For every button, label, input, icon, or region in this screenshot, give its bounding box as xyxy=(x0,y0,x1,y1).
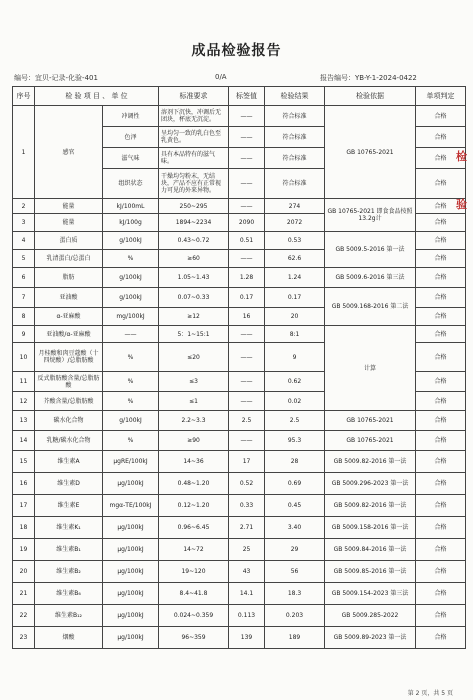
row-result: 1.24 xyxy=(265,268,325,288)
row-unit: % xyxy=(103,392,159,411)
row-result: 0.203 xyxy=(265,605,325,627)
row-result: 2072 xyxy=(265,214,325,232)
row-judgement: 合格 xyxy=(416,411,466,431)
row-requirement: 0.12~1.20 xyxy=(159,495,229,517)
table-row xyxy=(13,627,466,649)
row-item: 脂肪 xyxy=(35,268,103,288)
col-no: 序号 xyxy=(13,87,35,106)
row-sub-item: 组织状态 xyxy=(103,169,159,199)
row-item: 芥酸含量/总脂肪酸 xyxy=(35,392,103,411)
row-label: —— xyxy=(229,127,265,148)
table-row xyxy=(13,288,466,308)
row-result: 2.5 xyxy=(265,411,325,431)
row-label: 43 xyxy=(229,561,265,583)
table-row xyxy=(13,431,466,451)
row-no: 20 xyxy=(13,561,35,583)
row-unit: μg/100kJ xyxy=(103,539,159,561)
row-judgement: 合格 xyxy=(416,605,466,627)
page-footer: 第 2 页，共 5 页 xyxy=(407,690,453,697)
row-result: 0.53 xyxy=(265,232,325,250)
row-no: 9 xyxy=(13,326,35,343)
row-judgement: 合格 xyxy=(416,214,466,232)
row-basis: GB 5009.82-2016 第一法 xyxy=(325,451,416,473)
row-item: 亚油酸/α-亚麻酸 xyxy=(35,326,103,343)
col-judgement: 单项判定 xyxy=(416,87,466,106)
row-item: 维生素B₁ xyxy=(35,539,103,561)
row-label: 0.33 xyxy=(229,495,265,517)
row-requirement: 14~36 xyxy=(159,451,229,473)
row-unit: g/100kJ xyxy=(103,288,159,308)
row-no: 6 xyxy=(13,268,35,288)
row-label: 139 xyxy=(229,627,265,649)
row-item: 碳水化合物 xyxy=(35,411,103,431)
row-unit: % xyxy=(103,250,159,268)
row-judgement: 合格 xyxy=(416,372,466,392)
row-no: 16 xyxy=(13,473,35,495)
row-basis: 计算 xyxy=(325,326,416,411)
row-result: 274 xyxy=(265,199,325,214)
row-no: 21 xyxy=(13,583,35,605)
row-result: 28 xyxy=(265,451,325,473)
row-judgement: 合格 xyxy=(416,199,466,214)
table-row xyxy=(13,326,466,343)
row-result: 18.3 xyxy=(265,583,325,605)
row-requirement: 1.05~1.43 xyxy=(159,268,229,288)
row-no: 15 xyxy=(13,451,35,473)
row-result: 符合标准 xyxy=(265,169,325,199)
row-unit: μg/100kJ xyxy=(103,561,159,583)
table-row xyxy=(13,539,466,561)
table-row xyxy=(13,232,466,250)
row-item: 维生素B₆ xyxy=(35,583,103,605)
row-basis: GB 5009.285-2022 xyxy=(325,605,416,627)
row-result: 0.02 xyxy=(265,392,325,411)
row-result: 符合标准 xyxy=(265,127,325,148)
row-requirement: ≤20 xyxy=(159,343,229,372)
row-item: 月桂酸和肉豆蔻酸（十四烷酸）/总脂肪酸 xyxy=(35,343,103,372)
row-item: 维生素A xyxy=(35,451,103,473)
row-label: 25 xyxy=(229,539,265,561)
row-no: 4 xyxy=(13,232,35,250)
row-unit: μg/100kJ xyxy=(103,517,159,539)
row-label: —— xyxy=(229,199,265,214)
col-requirement: 标准要求 xyxy=(159,87,229,106)
row-label: 14.1 xyxy=(229,583,265,605)
row-requirement: ≤1 xyxy=(159,392,229,411)
row-requirement: 呈均匀一致的乳白色至乳黄色。 xyxy=(159,127,229,148)
row-unit: mg/100kJ xyxy=(103,308,159,326)
row-no: 11 xyxy=(13,372,35,392)
row-item: 维生素B₂ xyxy=(35,561,103,583)
row-requirement: 0.43~0.72 xyxy=(159,232,229,250)
row-basis: GB 5009.5-2016 第一法 xyxy=(325,232,416,268)
row-item: 感官 xyxy=(35,106,103,199)
row-item: 能量 xyxy=(35,214,103,232)
row-unit: g/100kJ xyxy=(103,268,159,288)
row-result: 0.17 xyxy=(265,288,325,308)
row-judgement: 合格 xyxy=(416,148,466,169)
row-judgement: 合格 xyxy=(416,127,466,148)
table-row xyxy=(13,451,466,473)
row-item: α-亚麻酸 xyxy=(35,308,103,326)
row-item: 烟酸 xyxy=(35,627,103,649)
row-unit: g/100kJ xyxy=(103,232,159,250)
row-label: 1.28 xyxy=(229,268,265,288)
table-row xyxy=(13,199,466,214)
row-requirement: 0.024~0.359 xyxy=(159,605,229,627)
row-label: —— xyxy=(229,169,265,199)
row-item: 能量 xyxy=(35,199,103,214)
row-result: 20 xyxy=(265,308,325,326)
row-judgement: 合格 xyxy=(416,517,466,539)
row-label: 0.17 xyxy=(229,288,265,308)
row-judgement: 合格 xyxy=(416,431,466,451)
row-unit: μg/100kJ xyxy=(103,605,159,627)
row-item: 乳清蛋白/总蛋白 xyxy=(35,250,103,268)
row-label: —— xyxy=(229,148,265,169)
table-row xyxy=(13,583,466,605)
row-no: 8 xyxy=(13,308,35,326)
row-label: 0.113 xyxy=(229,605,265,627)
row-judgement: 合格 xyxy=(416,473,466,495)
row-item: 维生素B₁₂ xyxy=(35,605,103,627)
table-row xyxy=(13,411,466,431)
row-judgement: 合格 xyxy=(416,106,466,127)
row-item: 蛋白质 xyxy=(35,232,103,250)
row-judgement: 合格 xyxy=(416,495,466,517)
row-requirement: 250~295 xyxy=(159,199,229,214)
row-label: —— xyxy=(229,392,265,411)
row-unit: % xyxy=(103,343,159,372)
row-requirement: 具有本品特有的滋气味。 xyxy=(159,148,229,169)
row-basis: GB 5009.296-2023 第一法 xyxy=(325,473,416,495)
row-result: 0.45 xyxy=(265,495,325,517)
row-item: 维生素E xyxy=(35,495,103,517)
row-no: 22 xyxy=(13,605,35,627)
row-requirement: 0.48~1.20 xyxy=(159,473,229,495)
row-requirement: 5：1~15:1 xyxy=(159,326,229,343)
row-judgement: 合格 xyxy=(416,232,466,250)
col-label: 标签值 xyxy=(229,87,265,106)
row-unit: μgRE/100kJ xyxy=(103,451,159,473)
row-judgement: 合格 xyxy=(416,169,466,199)
row-basis: GB 10765-2021 xyxy=(325,106,416,199)
col-result: 检验结果 xyxy=(265,87,325,106)
row-item: 反式脂肪酸含量/总脂肪酸 xyxy=(35,372,103,392)
version: 0/A xyxy=(215,73,227,81)
report-number: 报告编号：YB-Y-1-2024-0422 xyxy=(320,74,417,82)
row-result: 0.62 xyxy=(265,372,325,392)
row-label: —— xyxy=(229,250,265,268)
row-no: 2 xyxy=(13,199,35,214)
row-label: —— xyxy=(229,326,265,343)
table-row xyxy=(13,605,466,627)
row-no: 12 xyxy=(13,392,35,411)
row-result: 62.6 xyxy=(265,250,325,268)
row-unit: μg/100kJ xyxy=(103,627,159,649)
row-requirement: 8.4~41.8 xyxy=(159,583,229,605)
row-judgement: 合格 xyxy=(416,451,466,473)
row-basis: GB 5009.89-2023 第一法 xyxy=(325,627,416,649)
row-unit: μg/100kJ xyxy=(103,473,159,495)
row-label: 0.51 xyxy=(229,232,265,250)
row-sub-item: 滋气味 xyxy=(103,148,159,169)
row-result: 0.69 xyxy=(265,473,325,495)
row-label: 0.52 xyxy=(229,473,265,495)
row-requirement: 14~72 xyxy=(159,539,229,561)
row-label: 2.5 xyxy=(229,411,265,431)
row-label: —— xyxy=(229,372,265,392)
col-item: 检 验 项 目 、 单 位 xyxy=(35,87,159,106)
row-no: 1 xyxy=(13,106,35,199)
row-judgement: 合格 xyxy=(416,308,466,326)
row-no: 19 xyxy=(13,539,35,561)
row-item: 乳糖/碳水化合物 xyxy=(35,431,103,451)
row-requirement: ≥90 xyxy=(159,431,229,451)
row-requirement: 溶剂下沉快，冲调后无团块，杯底无沉淀。 xyxy=(159,106,229,127)
row-label: 16 xyxy=(229,308,265,326)
row-unit: % xyxy=(103,372,159,392)
red-stamp-mark: 验 xyxy=(456,198,467,211)
row-judgement: 合格 xyxy=(416,288,466,308)
row-label: 17 xyxy=(229,451,265,473)
row-no: 17 xyxy=(13,495,35,517)
table-header xyxy=(13,87,466,106)
row-requirement: 96~359 xyxy=(159,627,229,649)
row-result: 189 xyxy=(265,627,325,649)
row-unit: kJ/100g xyxy=(103,214,159,232)
row-item: 亚油酸 xyxy=(35,288,103,308)
row-basis: GB 5009.154-2023 第三法 xyxy=(325,583,416,605)
row-requirement: 1894~2234 xyxy=(159,214,229,232)
row-no: 23 xyxy=(13,627,35,649)
row-no: 14 xyxy=(13,431,35,451)
row-basis: GB 5009.84-2016 第一法 xyxy=(325,539,416,561)
row-judgement: 合格 xyxy=(416,627,466,649)
row-no: 3 xyxy=(13,214,35,232)
row-judgement: 合格 xyxy=(416,326,466,343)
row-requirement: 2.2~3.3 xyxy=(159,411,229,431)
row-judgement: 合格 xyxy=(416,583,466,605)
row-unit: mgα-TE/100kJ xyxy=(103,495,159,517)
row-requirement: 19~120 xyxy=(159,561,229,583)
row-sub-item: 冲调性 xyxy=(103,106,159,127)
table-row xyxy=(13,495,466,517)
row-basis: GB 5009.168-2016 第二法 xyxy=(325,288,416,326)
row-no: 5 xyxy=(13,250,35,268)
row-requirement: ≤3 xyxy=(159,372,229,392)
row-requirement: ≥60 xyxy=(159,250,229,268)
row-item: 维生素K₁ xyxy=(35,517,103,539)
row-judgement: 合格 xyxy=(416,343,466,372)
row-result: 符合标准 xyxy=(265,148,325,169)
row-judgement: 合格 xyxy=(416,561,466,583)
row-judgement: 合格 xyxy=(416,539,466,561)
row-result: 9 xyxy=(265,343,325,372)
row-label: —— xyxy=(229,343,265,372)
row-no: 13 xyxy=(13,411,35,431)
row-result: 95.3 xyxy=(265,431,325,451)
table-row xyxy=(13,268,466,288)
doc-number: 编号：宜贝-记录-化验-401 xyxy=(14,74,98,82)
row-basis: GB 10765-2021 xyxy=(325,411,416,431)
table-row xyxy=(13,473,466,495)
row-item: 维生素D xyxy=(35,473,103,495)
row-unit: % xyxy=(103,431,159,451)
row-result: 3.40 xyxy=(265,517,325,539)
row-label: 2090 xyxy=(229,214,265,232)
row-basis: GB 5009.6-2016 第三法 xyxy=(325,268,416,288)
row-unit: —— xyxy=(103,326,159,343)
row-result: 8:1 xyxy=(265,326,325,343)
table-row xyxy=(13,106,466,127)
row-label: —— xyxy=(229,431,265,451)
row-basis: GB 10765-2021 即食食品按照13.2g计 xyxy=(325,199,416,232)
row-unit: μg/100kJ xyxy=(103,583,159,605)
col-basis: 检验依据 xyxy=(325,87,416,106)
row-requirement: 0.96~6.45 xyxy=(159,517,229,539)
row-no: 18 xyxy=(13,517,35,539)
row-unit: g/100kJ xyxy=(103,411,159,431)
row-requirement: ≥12 xyxy=(159,308,229,326)
row-requirement: 干燥均匀粉末，无结块，产品不应有正常视力可见的外来异物。 xyxy=(159,169,229,199)
row-judgement: 合格 xyxy=(416,268,466,288)
row-label: 2.71 xyxy=(229,517,265,539)
row-basis: GB 10765-2021 xyxy=(325,431,416,451)
row-label: —— xyxy=(229,106,265,127)
row-judgement: 合格 xyxy=(416,250,466,268)
row-requirement: 0.07~0.33 xyxy=(159,288,229,308)
row-sub-item: 色泽 xyxy=(103,127,159,148)
row-result: 56 xyxy=(265,561,325,583)
row-no: 7 xyxy=(13,288,35,308)
row-no: 10 xyxy=(13,343,35,372)
row-result: 29 xyxy=(265,539,325,561)
report-title: 成品检验报告 xyxy=(191,43,282,59)
inspection-table xyxy=(12,86,466,649)
row-result: 符合标准 xyxy=(265,106,325,127)
row-unit: kJ/100mL xyxy=(103,199,159,214)
row-basis: GB 5009.82-2016 第一法 xyxy=(325,495,416,517)
row-basis: GB 5009.158-2016 第一法 xyxy=(325,517,416,539)
table-row xyxy=(13,561,466,583)
row-basis: GB 5009.85-2016 第一法 xyxy=(325,561,416,583)
table-row xyxy=(13,517,466,539)
red-stamp-mark: 检 xyxy=(456,150,467,163)
row-judgement: 合格 xyxy=(416,392,466,411)
